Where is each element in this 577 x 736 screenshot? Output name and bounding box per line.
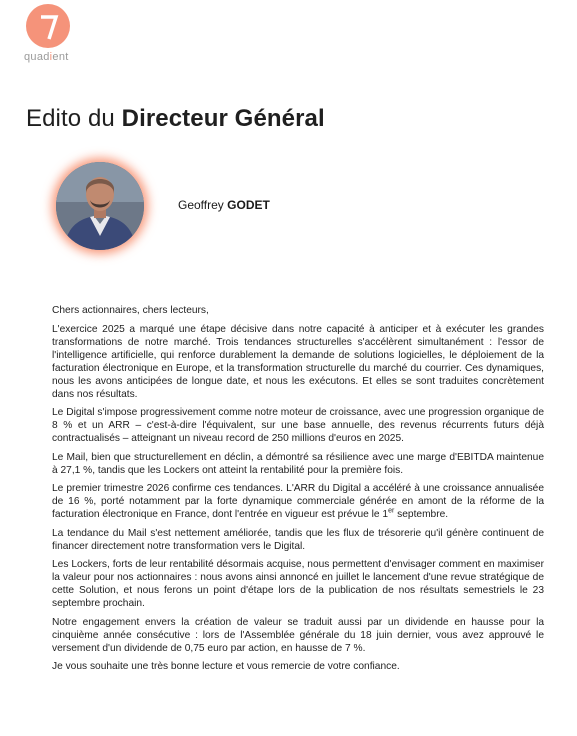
page-title-bold: Directeur Général — [121, 105, 325, 132]
page-title-light: Edito du — [26, 105, 122, 132]
avatar — [56, 162, 144, 250]
logo-mark-icon — [26, 4, 70, 48]
greeting-paragraph: Chers actionnaires, chers lecteurs, — [52, 305, 209, 316]
paragraph-6: Les Lockers, forts de leur rentabilité désormais acquise, nous permettent d'envisager comment en maximiser la valeur pour nos actionnaires : nous avons ainsi annoncé en juillet le lancement d'une revue stratégique de cette Solution, et nous ferons un point d'étape lors de la publication de nos résultats semestriels le 23 septembre prochain. — [52, 559, 544, 609]
closing-paragraph: Je vous souhaite une très bonne lecture et vous remercie de votre confiance. — [52, 661, 400, 672]
paragraph-1: L'exercice 2025 a marqué une étape décisive dans notre capacité à anticiper et à exécuter les grandes transformations de notre marché. Trois tendances structurelles s'accélèrent simultanément : l'essor de l'intelligence artificielle, qui renforce durablement la demande de solutions logicielles, le déploiement de la facturation électronique en Europe, et la transformation structurelle du marché du courrier. Ces dynamiques, nous les avons anticipées de longue date, et nous les exécutons. Et elles se sont traduites concrètement dans nos résultats. — [52, 323, 544, 400]
logo-text-mark: i — [49, 51, 53, 63]
paragraph-5: La tendance du Mail s'est nettement améliorée, tandis que les flux de trésorerie qu'il génère continuent de financer directement notre transformation vers le Digital. — [52, 527, 544, 552]
page-title — [26, 104, 325, 134]
portrait-photo — [56, 162, 144, 250]
author-first-name: Geoffrey — [178, 198, 224, 212]
logo-text-after: ent — [52, 51, 69, 63]
logo-wordmark — [24, 51, 69, 63]
logo-text-before: quad — [24, 51, 50, 63]
paragraph-7: Notre engagement envers la création de valeur se traduit aussi par un dividende en hausse pour la cinquième année consécutive : lors de l'Assemblée générale du 18 juin dernier, vous avez approuvé le versement d'un dividende de 0,75 euro par action, en hausse de 7 %. — [52, 616, 544, 654]
paragraph-4-main: Le premier trimestre 2026 confirme ces tendances. L'ARR du Digital a accéléré à une croissance annualisée de 16 %, porté notamment par la forte dynamique commerciale générée en amont de la réforme de la facturation électronique en France, dont l'entrée en vigueur est prévue le 1 — [52, 483, 544, 520]
author-name — [178, 198, 270, 212]
editorial-body — [52, 304, 544, 679]
quadient-logo — [24, 4, 74, 66]
paragraph-4-end: septembre. — [394, 509, 449, 520]
paragraph-2: Le Digital s'impose progressivement comme notre moteur de croissance, avec une progression organique de 8 % et un ARR – c'est-à-dire l'équivalent, sur une base annuelle, des revenus récurrents futurs déjà contractualisés – atteignant un niveau record de 250 millions d'euros en 2025. — [52, 407, 544, 444]
author-last-name: GODET — [227, 198, 270, 212]
paragraph-4 — [52, 482, 544, 521]
paragraph-3: Le Mail, bien que structurellement en déclin, a démontré sa résilience avec une marge d'EBITDA maintenue à 27,1 %, tandis que les Lockers ont atteint la rentabilité pour la première fois. — [52, 451, 544, 476]
paragraph-4-sup: er — [388, 507, 395, 515]
